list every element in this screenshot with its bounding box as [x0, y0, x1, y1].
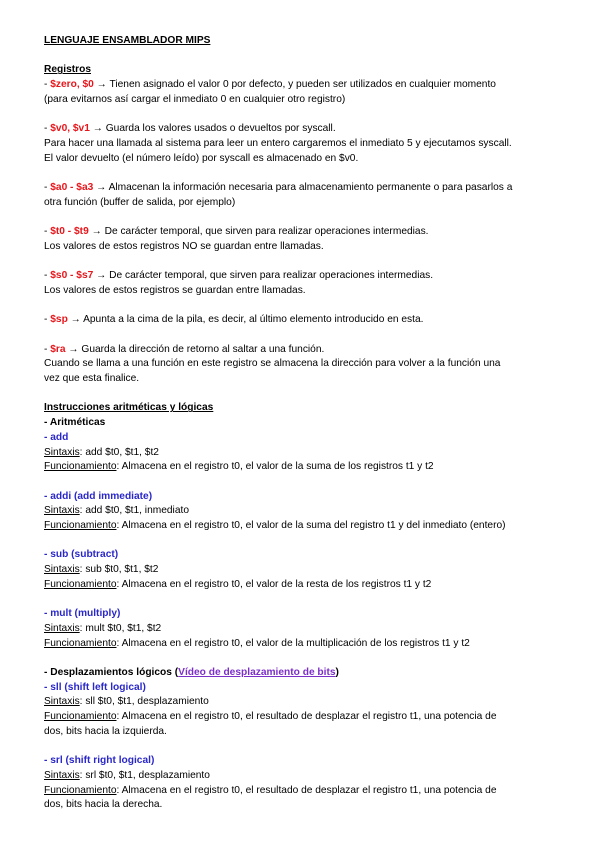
sintaxis-label: Sintaxis	[44, 564, 80, 576]
funcionamiento-label: Funcionamiento	[44, 711, 117, 723]
instruction-srl	[44, 754, 566, 813]
instruction-sub	[44, 548, 566, 592]
register-t0-t9	[44, 225, 566, 254]
funcionamiento-value: : Almacena en el registro t0, el valor de la suma del registro t1 y del inmediato (entero)	[116, 520, 506, 532]
dash: -	[44, 343, 51, 355]
register-desc: Guarda los valores usados o devueltos por syscall.	[105, 123, 336, 135]
sintaxis-value: : sub $t0, $t1, $t2	[79, 564, 159, 576]
register-desc: otra función (buffer de salida, por ejemplo)	[44, 196, 236, 208]
instruction-name: - sub (subtract)	[44, 549, 119, 561]
instruction-name: - add	[44, 431, 69, 443]
sintaxis-label: Sintaxis	[44, 769, 80, 781]
desplazamientos-subheading	[44, 666, 566, 681]
sintaxis-label: Sintaxis	[44, 696, 80, 708]
register-desc: Los valores de estos registros se guardan entre llamadas.	[44, 284, 306, 296]
sintaxis-value: : add $t0, $t1, $t2	[79, 446, 159, 458]
instruction-name: - sll (shift left logical)	[44, 681, 146, 693]
sintaxis-value: : sll $t0, $t1, desplazamiento	[79, 696, 209, 708]
funcionamiento-value: dos, bits hacia la izquierda.	[44, 725, 167, 737]
register-name: $s0 - $s7	[50, 270, 94, 282]
funcionamiento-label: Funcionamiento	[44, 461, 117, 473]
register-name: $t0 - $t9	[50, 226, 89, 238]
funcionamiento-value: dos, bits hacia la derecha.	[44, 799, 163, 811]
funcionamiento-value: : Almacena en el registro t0, el valor de la multiplicación de los registros t1 y t2	[116, 637, 470, 649]
register-name: $v0, $v1	[50, 123, 90, 135]
document-title: LENGUAJE ENSAMBLADOR MIPS	[44, 35, 211, 46]
sintaxis-label: Sintaxis	[44, 505, 80, 517]
funcionamiento-value: : Almacena en el registro t0, el resultado de desplazar el registro t1, una potencia de	[116, 711, 497, 723]
register-desc: vez que esta finalice.	[44, 373, 140, 385]
funcionamiento-value: : Almacena en el registro t0, el resultado de desplazar el registro t1, una potencia de	[116, 784, 497, 796]
aritmeticas-subheading: - Aritméticas	[44, 417, 106, 429]
register-desc: De carácter temporal, que sirven para realizar operaciones intermedias.	[109, 270, 434, 282]
arrow: →	[67, 314, 84, 326]
dash: -	[44, 270, 51, 282]
sintaxis-label: Sintaxis	[44, 446, 80, 458]
dash: -	[44, 79, 51, 91]
funcionamiento-label: Funcionamiento	[44, 520, 117, 532]
register-v0-v1	[44, 122, 566, 166]
video-link[interactable]: Vídeo de desplazamiento de bits	[178, 667, 336, 679]
register-name: $sp	[50, 314, 68, 326]
funcionamiento-value: : Almacena en el registro t0, el valor de la suma de los registros t1 y t2	[116, 461, 434, 473]
instruction-sll	[44, 681, 566, 740]
register-desc: Los valores de estos registros NO se guardan entre llamadas.	[44, 240, 324, 252]
register-desc: Tienen asignado el valor 0 por defecto, y pueden ser utilizados en cualquier momento	[109, 79, 496, 91]
arrow: →	[93, 270, 110, 282]
arrow: →	[93, 79, 110, 91]
desplazamientos-suffix: )	[335, 667, 339, 679]
instruction-name: - addi (add immediate)	[44, 490, 153, 502]
register-a0-a3	[44, 181, 566, 210]
dash: -	[44, 181, 51, 193]
register-desc: Para hacer una llamada al sistema para leer un entero cargaremos el inmediato 5 y ejecutamos syscall.	[44, 137, 512, 149]
register-desc: Guarda la dirección de retorno al saltar a una función.	[81, 343, 325, 355]
dash: -	[44, 226, 51, 238]
register-ra	[44, 343, 566, 387]
register-desc: Apunta a la cima de la pila, es decir, al último elemento introducido en esta.	[83, 314, 424, 326]
funcionamiento-label: Funcionamiento	[44, 637, 117, 649]
arrow: →	[93, 181, 109, 193]
register-desc: Almacenan la información necesaria para almacenamiento permanente o para pasarlos a	[108, 181, 513, 193]
register-desc: (para evitarnos así cargar el inmediato 0 en cualquier otro registro)	[44, 93, 346, 105]
sintaxis-value: : mult $t0, $t1, $t2	[79, 622, 162, 634]
instrucciones-heading: Instrucciones aritméticas y lógicas	[44, 402, 214, 414]
register-s0-s7	[44, 269, 566, 298]
arrow: →	[88, 226, 105, 238]
sintaxis-label: Sintaxis	[44, 622, 80, 634]
funcionamiento-label: Funcionamiento	[44, 578, 117, 590]
dash: -	[44, 314, 51, 326]
register-name: $a0 - $a3	[50, 181, 94, 193]
register-zero	[44, 78, 566, 107]
instruction-mult	[44, 607, 566, 651]
arrow: →	[89, 123, 106, 135]
dash: -	[44, 123, 51, 135]
instruction-name: - srl (shift right logical)	[44, 755, 155, 767]
register-sp	[44, 313, 566, 328]
instruction-name: - mult (multiply)	[44, 608, 121, 620]
arrow: →	[65, 343, 82, 355]
document-page	[44, 34, 566, 813]
sintaxis-value: : srl $t0, $t1, desplazamiento	[79, 769, 210, 781]
register-desc: De carácter temporal, que sirven para realizar operaciones intermedias.	[104, 226, 429, 238]
instruction-addi	[44, 490, 566, 534]
register-desc: Cuando se llama a una función en este registro se almacena la dirección para volver a la función una	[44, 358, 501, 370]
sintaxis-value: : add $t0, $t1, inmediato	[79, 505, 189, 517]
funcionamiento-label: Funcionamiento	[44, 784, 117, 796]
register-name: $zero, $0	[50, 79, 94, 91]
funcionamiento-value: : Almacena en el registro t0, el valor de la resta de los registros t1 y t2	[116, 578, 432, 590]
registros-heading: Registros	[44, 64, 91, 76]
desplazamientos-label: - Desplazamientos lógicos (	[44, 667, 179, 679]
register-desc: El valor devuelto (el número leído) por syscall es almacenado en $v0.	[44, 152, 359, 164]
register-name: $ra	[50, 343, 66, 355]
instruction-add	[44, 431, 566, 475]
